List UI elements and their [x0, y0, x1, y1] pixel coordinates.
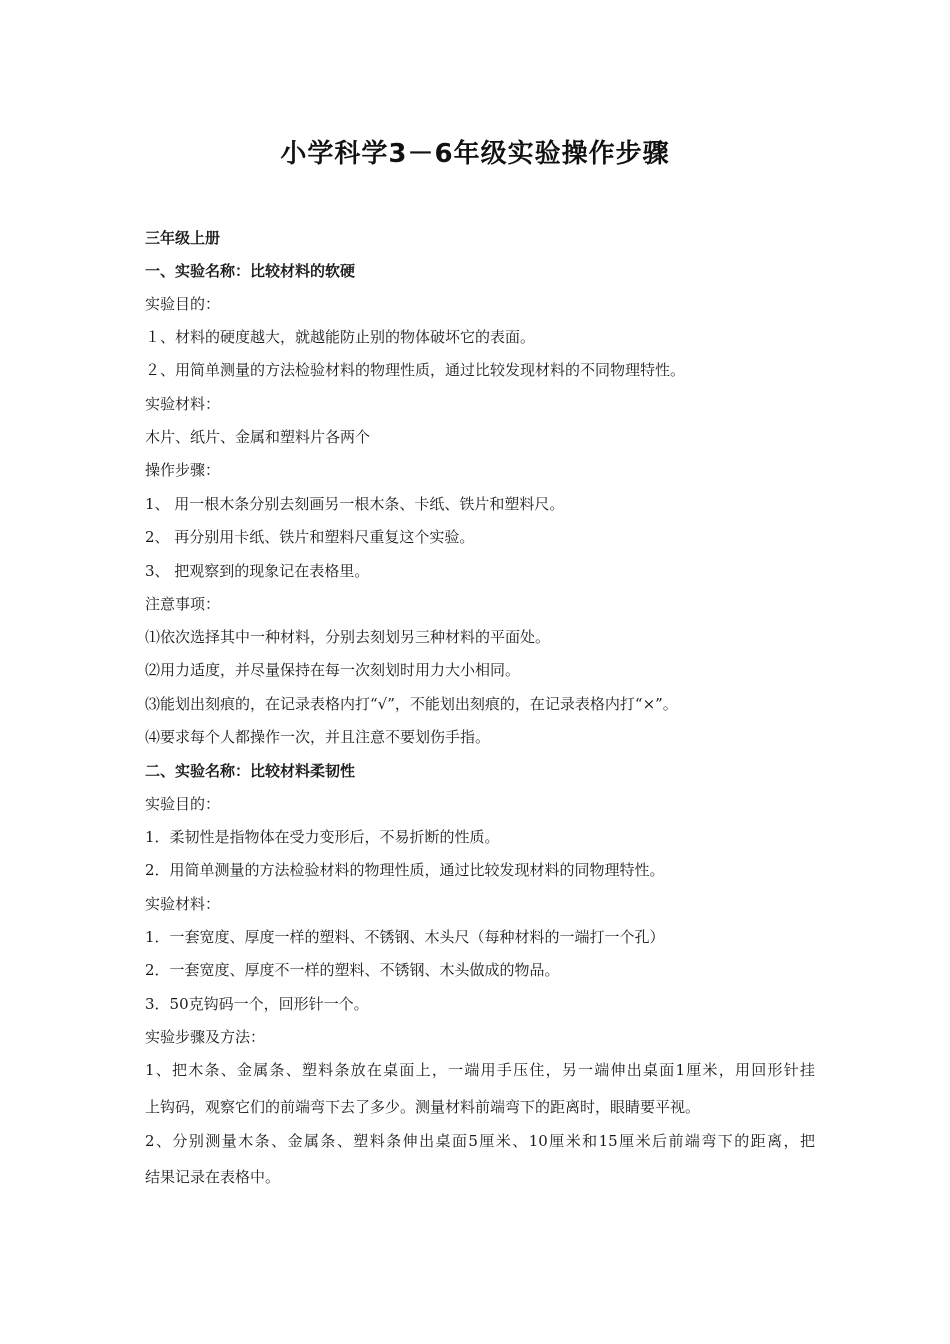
text-line: ⑶能划出刻痕的，在记录表格内打“√”，不能划出刻痕的，在记录表格内打“×”。 — [145, 695, 678, 713]
text-line: 2．一套宽度、厚度不一样的塑料、不锈钢、木头做成的物品。 — [145, 961, 560, 979]
experiment-2-title: 二、实验名称：比较材料柔韧性 — [145, 762, 356, 780]
section-label: 操作步骤： — [145, 461, 221, 479]
text-line: 3．50克钩码一个，回形针一个。 — [145, 995, 369, 1013]
text-line: 1．一套宽度、厚度一样的塑料、不锈钢、木头尺（每种材料的一端打一个孔） — [145, 928, 665, 946]
text-line: ⑴依次选择其中一种材料，分别去刻划另三种材料的平面处。 — [145, 628, 551, 646]
text-line: 结果记录在表格中。 — [145, 1168, 281, 1186]
text-line: １、材料的硬度越大，就越能防止别的物体破坏它的表面。 — [145, 328, 536, 346]
text-line: 1．柔韧性是指物体在受力变形后，不易折断的性质。 — [145, 828, 500, 846]
section-label: 实验材料： — [145, 895, 221, 913]
text-line: 1、把木条、金属条、塑料条放在桌面上，一端用手压住，另一端伸出桌面1厘米，用回形针挂 — [145, 1061, 815, 1079]
grade-heading: 三年级上册 — [145, 229, 221, 247]
text-line: ⑵用力适度，并尽量保持在每一次刻划时用力大小相同。 — [145, 661, 521, 679]
section-label: 实验目的： — [145, 795, 221, 813]
text-line: 木片、纸片、金属和塑料片各两个 — [145, 428, 371, 446]
section-label: 实验目的： — [145, 295, 221, 313]
section-label: 注意事项： — [145, 595, 221, 613]
text-line: 3、 把观察到的现象记在表格里。 — [145, 562, 370, 580]
text-line: 2、分别测量木条、金属条、塑料条伸出桌面5厘米、10厘米和15厘米后前端弯下的距离，把 — [145, 1132, 815, 1150]
text-line: 上钩码，观察它们的前端弯下去了多少。测量材料前端弯下的距离时，眼睛要平视。 — [145, 1098, 701, 1116]
section-label: 实验材料： — [145, 395, 221, 413]
text-line: 2．用简单测量的方法检验材料的物理性质，通过比较发现材料的同物理特性。 — [145, 861, 665, 879]
text-line: ２、用简单测量的方法检验材料的物理性质，通过比较发现材料的不同物理特性。 — [145, 361, 686, 379]
document-title: 小学科学3－6年级实验操作步骤 — [280, 139, 670, 169]
text-line: 1、 用一根木条分别去刻画另一根木条、卡纸、铁片和塑料尺。 — [145, 495, 565, 513]
section-label: 实验步骤及方法： — [145, 1028, 266, 1046]
text-line: ⑷要求每个人都操作一次，并且注意不要划伤手指。 — [145, 728, 491, 746]
experiment-1-title: 一、实验名称：比较材料的软硬 — [145, 262, 356, 280]
text-line: 2、 再分别用卡纸、铁片和塑料尺重复这个实验。 — [145, 528, 475, 546]
